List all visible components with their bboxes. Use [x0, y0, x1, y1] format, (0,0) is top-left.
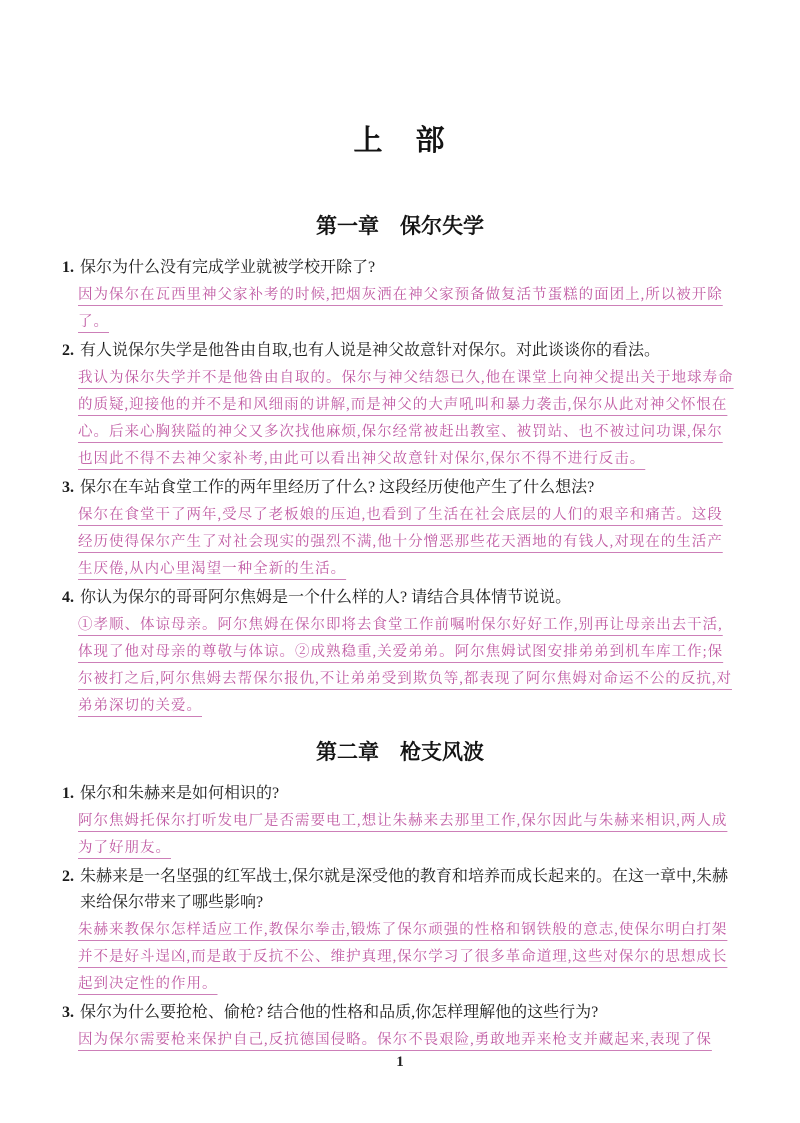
question-number: 1. [62, 259, 74, 276]
question-number: 2. [62, 868, 74, 885]
question-line [62, 781, 738, 807]
question-text: 保尔为什么要抢枪、偷枪? 结合他的性格和品质,你怎样理解他的这些行为? [80, 1004, 599, 1021]
answer-block [62, 282, 738, 336]
answer-block [62, 365, 738, 473]
question-block [62, 864, 738, 998]
page-title: 上 部 [353, 125, 447, 157]
question-list [62, 255, 738, 720]
answer-block [62, 808, 738, 862]
question-block [62, 475, 738, 583]
answer-text: ①孝顺、体谅母亲。阿尔焦姆在保尔即将去食堂工作前嘱咐保尔好好工作,别再让母亲出去干活,体现了他对母亲的尊敬与体谅。②成熟稳重,关爱弟弟。阿尔焦姆试图安排弟弟到机车库工作;保尔被打之后,阿尔焦姆去帮保尔报仇,不让弟弟受到欺负等,都表现了阿尔焦姆对命运不公的反抗,对弟弟深切的关爱。 [78, 617, 732, 714]
question-text: 保尔在车站食堂工作的两年里经历了什么? 这段经历使他产生了什么想法? [80, 479, 595, 496]
answer-text: 朱赫来教保尔怎样适应工作,教保尔拳击,锻炼了保尔顽强的性格和钢铁般的意志,使保尔明白打架并不是好斗逞凶,而是敢于反抗不公、维护真理,保尔学习了很多革命道理,这些对保尔的思想成长起到决定性的作用。 [78, 922, 728, 992]
answer-text: 因为保尔需要枪来保护自己,反抗德国侵略。保尔不畏艰险,勇敢地弄来枪支并藏起来,表现了保 [78, 1032, 712, 1048]
answer-text: 我认为保尔失学并不是他咎由自取的。保尔与神父结怨已久,他在课堂上向神父提出关于地球寿命的质疑,迎接他的并不是和风细雨的讲解,而是神父的大声吼叫和暴力袭击,保尔从此对神父怀恨在心。后来心胸狭隘的神父又多次找他麻烦,保尔经常被赶出教室、被罚站、也不被过问功课,保尔也因此不得不去神父家补考,由此可以看出神父故意针对保尔,保尔不得不进行反击。 [78, 370, 734, 467]
question-list [62, 781, 738, 1054]
question-number: 4. [62, 589, 74, 606]
answer-block [62, 612, 738, 720]
question-block [62, 781, 738, 862]
answer-text: 因为保尔在瓦西里神父家补考的时候,把烟灰洒在神父家预备做复活节蛋糕的面团上,所以被开除了。 [78, 287, 723, 330]
question-line [62, 585, 738, 611]
question-number: 3. [62, 1004, 74, 1021]
answer-text: 保尔在食堂干了两年,受尽了老板娘的压迫,也看到了生活在社会底层的人们的艰辛和痛苦。这段经历使得保尔产生了对社会现实的强烈不满,他十分憎恶那些花天酒地的有钱人,对现在的生活产生厌倦,从内心里渴望一种全新的生活。 [78, 507, 723, 577]
chapter-section [62, 738, 738, 1054]
question-line [62, 1000, 738, 1026]
question-text: 你认为保尔的哥哥阿尔焦姆是一个什么样的人? 请结合具体情节说说。 [80, 589, 572, 606]
answer-block [62, 917, 738, 998]
question-line [62, 255, 738, 281]
page-number: 1 [396, 1054, 404, 1070]
answer-block [62, 1027, 738, 1054]
chapter-heading: 第二章 枪支风波 [316, 740, 484, 764]
question-block [62, 1000, 738, 1054]
answer-text: 阿尔焦姆托保尔打听发电厂是否需要电工,想让朱赫来去那里工作,保尔因此与朱赫来相识,两人成为了好朋友。 [78, 813, 728, 856]
question-text: 有人说保尔失学是他咎由自取,也有人说是神父故意针对保尔。对此谈谈你的看法。 [80, 342, 661, 359]
question-line [62, 864, 738, 916]
question-number: 2. [62, 342, 74, 359]
question-number: 3. [62, 479, 74, 496]
question-text: 保尔为什么没有完成学业就被学校开除了? [80, 259, 376, 276]
question-block [62, 338, 738, 473]
chapter-section [62, 212, 738, 720]
question-line [62, 338, 738, 364]
chapters-container [62, 212, 738, 1054]
chapter-heading: 第一章 保尔失学 [316, 214, 484, 238]
question-block [62, 585, 738, 720]
question-number: 1. [62, 785, 74, 802]
question-block [62, 255, 738, 336]
answer-block [62, 502, 738, 583]
question-line [62, 475, 738, 501]
question-text: 朱赫来是一名坚强的红军战士,保尔就是深受他的教育和培养而成长起来的。在这一章中,朱赫来给保尔带来了哪些影响? [80, 868, 729, 911]
question-text: 保尔和朱赫来是如何相识的? [80, 785, 280, 802]
